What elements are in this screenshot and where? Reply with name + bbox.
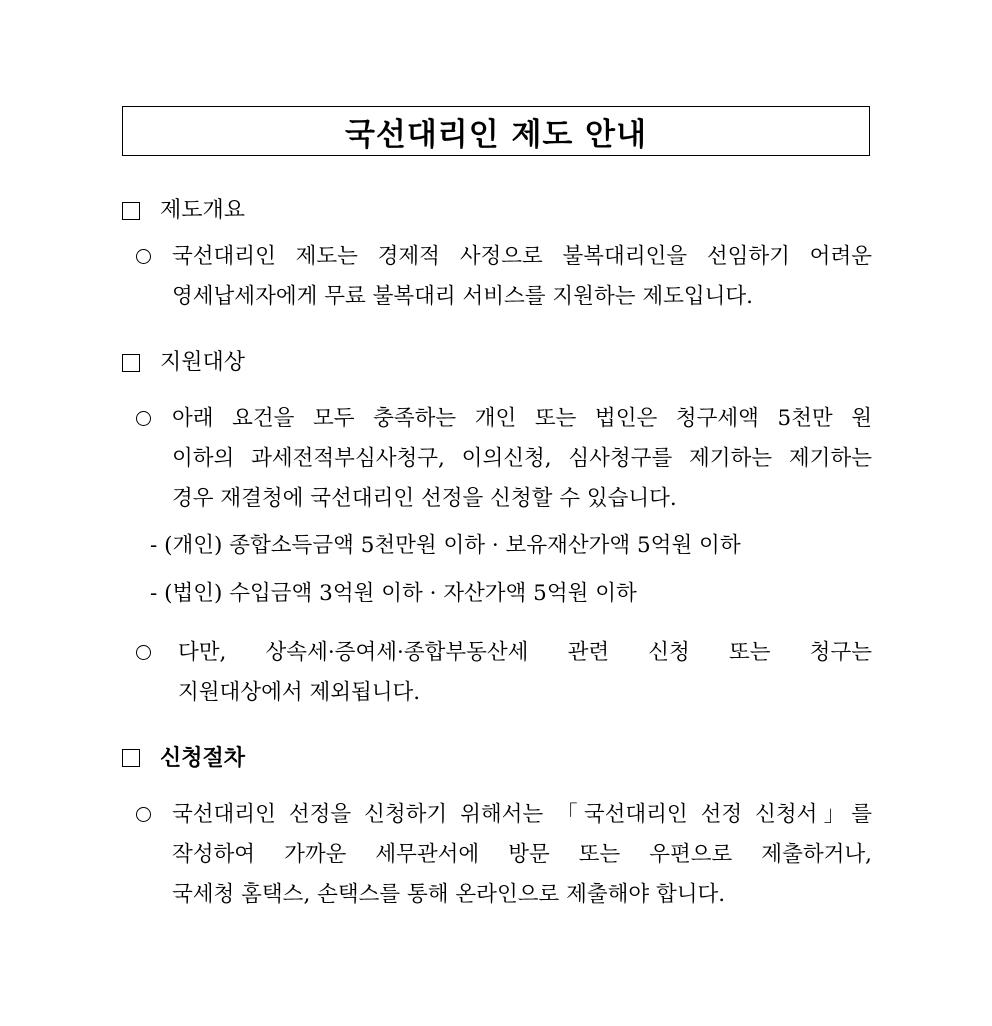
page-title: 국선대리인 제도 안내	[344, 116, 648, 153]
section-heading-overview	[122, 199, 245, 223]
bullet-overview-1	[136, 237, 872, 317]
bullet-line: 지원대상에서 제외됩니다.	[178, 680, 421, 705]
bullet-line: 작성하여 가까운 세무관서에 방문 또는 우편으로 제출하거나,	[172, 842, 872, 867]
bullet-line: 영세납세자에게 무료 불복대리 서비스를 지원하는 제도입니다.	[172, 284, 754, 309]
section-label: 제도개요	[160, 198, 246, 223]
bullet-line: 경우 재결청에 국선대리인 선정을 신청할 수 있습니다.	[172, 486, 677, 511]
section-heading-procedure	[122, 746, 245, 770]
section-label: 신청절차	[160, 745, 246, 771]
circle-bullet-icon	[136, 807, 151, 822]
title-box	[122, 106, 870, 156]
sub-item-corporation: - (법인) 수입금액 3억원 이하 · 자산가액 5억원 이하	[150, 581, 637, 606]
bullet-procedure-1	[136, 795, 872, 915]
bullet-line: 다만, 상속세·증여세·종합부동산세 관련 신청 또는 청구는	[178, 640, 872, 665]
circle-bullet-icon	[136, 249, 151, 264]
section-heading-eligibility	[122, 351, 245, 375]
circle-bullet-icon	[136, 645, 151, 660]
section-label: 지원대상	[160, 350, 246, 375]
circle-bullet-icon	[136, 411, 151, 426]
bullet-line: 아래 요건을 모두 충족하는 개인 또는 법인은 청구세액 5천만 원	[172, 406, 872, 431]
checkbox-square-icon	[122, 202, 140, 220]
checkbox-square-icon	[122, 749, 140, 767]
bullet-line: 국선대리인 선정을 신청하기 위해서는 「국선대리인 선정 신청서」를	[172, 802, 872, 827]
bullet-eligibility-1	[136, 399, 872, 519]
bullet-line: 이하의 과세전적부심사청구, 이의신청, 심사청구를 제기하는 제기하는	[172, 446, 872, 471]
sub-item-individual: - (개인) 종합소득금액 5천만원 이하 · 보유재산가액 5억원 이하	[150, 533, 741, 558]
checkbox-square-icon	[122, 354, 140, 372]
bullet-line: 국선대리인 제도는 경제적 사정으로 불복대리인을 선임하기 어려운	[172, 244, 872, 269]
bullet-line: 국세청 홈택스, 손택스를 통해 온라인으로 제출해야 합니다.	[172, 882, 726, 907]
bullet-eligibility-2	[136, 633, 872, 713]
